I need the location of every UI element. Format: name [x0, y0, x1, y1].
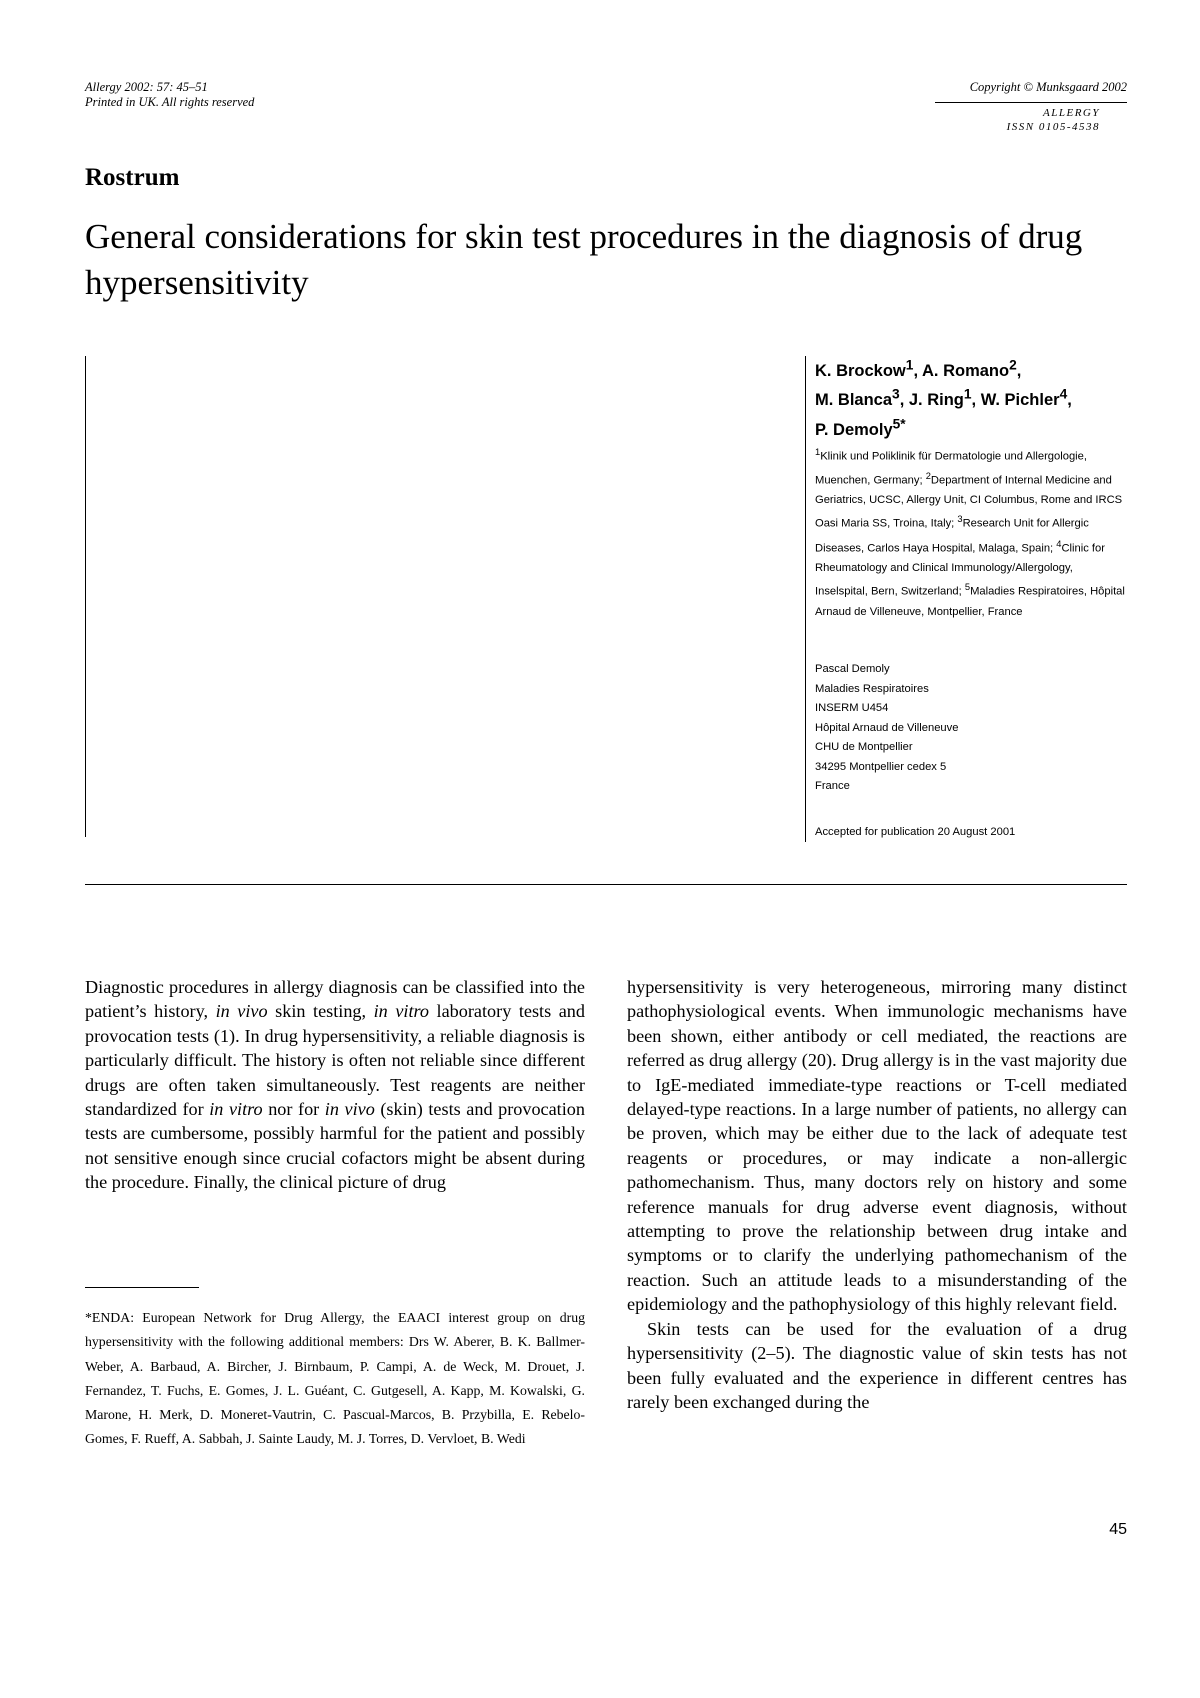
footnote: *ENDA: European Network for Drug Allergy, the EAACI interest group on drug hypersensitivity with the following additional members: Drs W. Aberer, B. K. Ballmer-Weber, A. Barbaud, A. Bircher, J. Birnbaum, P. Campi, A. de Weck, M. Drouet, J. Fernandez, T. Fuchs, E. Gomes, J. L. Guéant, C. Gutgesell, A. Kapp, M. Kowalski, G. Marone, H. Merk, D. Moneret-Vautrin, C. Pascual-Marcos, B. Przybilla, E. Rebelo-Gomes, F. Rueff, A. Sabbah, J. Sainte Laudy, M. J. Torres, D. Vervloet, B. Wedi [85, 1310, 585, 1447]
copyright-line: Copyright © Munksgaard 2002 [969, 80, 1127, 94]
author: A. Romano$^2$, [922, 357, 1022, 380]
author: M. Blanca$^3$, [815, 386, 909, 409]
paragraph: Diagnostic procedures in allergy diagnosis can be classified into the patient’s history, in vivo skin testing, in vitro laboratory tests and provocation tests (1). In drug hypersensitivity, a reliable diagnosis is particularly difficult. The history is often not reliable since different drugs are often taken simultaneously. Test reagents are neither standardized for in vitro nor for in vivo (skin) tests and provocation tests are cumbersome, possibly harmful for the patient and possibly not sensitive enough since crucial cofactors might be absent during the procedure. Finally, the clinical picture of drug [85, 977, 585, 1193]
footnote-rule [85, 1287, 199, 1288]
paragraph: hypersensitivity is very heterogeneous, mirroring many distinct pathophysiological events. When immunologic mechanisms have been shown, either antibody or cell mediated, the reactions are referred as drug allergy (20). Drug allergy is in the vast majority due to IgE-mediated immediate-type reactions or T-cell mediated delayed-type reactions. In a large number of patients, no allergy can be proven, which may be either due to the lack of adequate test reagents or procedures, or may indicate a non-allergic pathomechanism. Thus, many doctors rely on history and some reference manuals for drug adverse event diagnosis, without attempting to prove the relationship between drug intake and symptoms or to clarify the underlying pathomechanism of the reaction. Such an attitude leads to a misunderstanding of the epidemiology and the pathophysiology of this highly relevant field. [627, 977, 1127, 1315]
author-info-column [815, 353, 1125, 842]
article-title: General considerations for skin test procedures in the diagnosis of drug hypersensitivity [85, 217, 1083, 302]
issn: ISSN 0105-4538 [1006, 121, 1100, 133]
citation-line-1: Allergy 2002: 57: 45–51 [85, 80, 208, 94]
correspondence-address: Pascal Demoly Maladies Respiratoires INSERM U454 Hôpital Arnaud de Villeneuve CHU de Montpellier 34295 Montpellier cedex 5 France [815, 663, 959, 793]
author: W. Pichler$^4$, [980, 386, 1072, 409]
citation-line-2: Printed in UK. All rights reserved [85, 95, 255, 109]
abstract-divider [85, 884, 1127, 885]
author-list [815, 353, 1125, 442]
journal-block [900, 106, 1100, 134]
section-label: Rostrum [85, 164, 180, 191]
author: J. Ring$^1$, [908, 386, 981, 409]
author: P. Demoly$^{5*}$ [815, 416, 906, 439]
paragraph: Skin tests can be used for the evaluation of a drug hypersensitivity (2–5). The diagnostic value of skin tests has not been fully evaluated and the experience in different centres has rarely been exchanged during the [627, 1318, 1127, 1412]
citation-block [85, 80, 254, 110]
right-vertical-rule [805, 356, 806, 842]
header-rule [935, 102, 1127, 103]
left-vertical-rule [85, 356, 86, 837]
journal-name: ALLERGY [1043, 107, 1100, 119]
body-column-right [627, 975, 1127, 1414]
page-number: 45 [1109, 1521, 1127, 1538]
body-column-left [85, 975, 585, 1195]
author: K. Brockow$^1$, [815, 357, 922, 380]
accepted-date: Accepted for publication 20 August 2001 [815, 825, 1016, 838]
affiliations: $^1$Klinik und Poliklinik für Dermatologie und Allergologie, Muenchen, Germany; $^2$Department of Internal Medicine and Geriatrics, UCSC, Allergy Unit, CI Columbus, Rome and IRCS Oasi Maria SS, Troina, Italy; $^3$Research Unit for Allergic Diseases, Carlos Haya Hospital, Malaga, Spain; $^4$Clinic for Rheumatology and Clinical Immunology/Allergology, Inselspital, Bern, Switzerland; $^5$Maladies Respiratoires, Hôpital Arnaud de Villeneuve, Montpellier, France [815, 446, 1125, 618]
